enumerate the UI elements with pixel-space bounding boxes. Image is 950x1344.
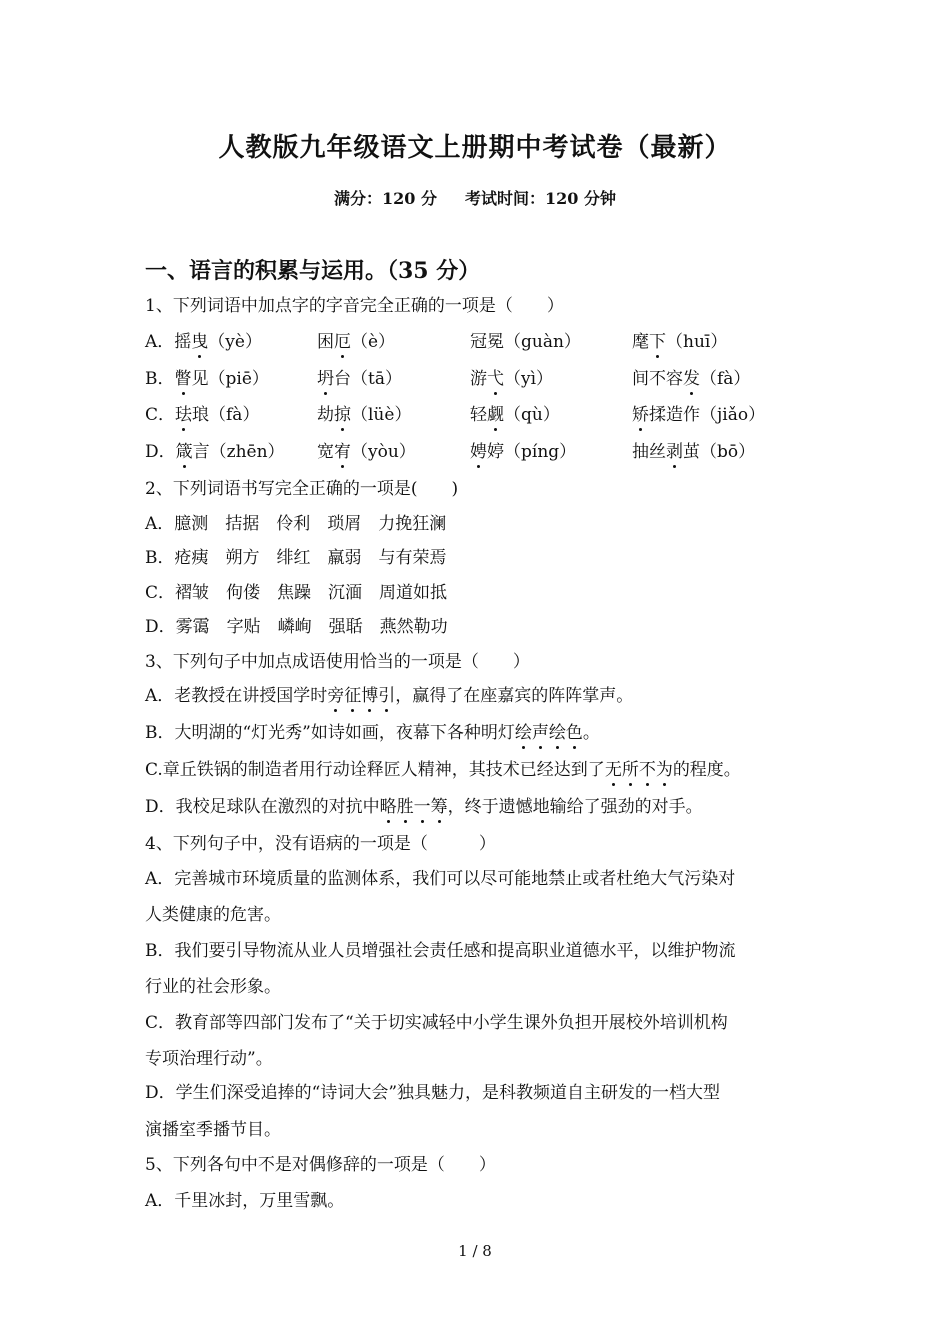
question-1-choice-word: C．珐琅（fà） xyxy=(145,405,260,425)
question-1-choice-word: 劫掠（lüè） xyxy=(317,405,412,425)
question-4-line: 行业的社会形象。 xyxy=(145,977,281,997)
question-4-line: C．教育部等四部门发布了“关于切实减轻中小学生课外负担开展校外培训机构 xyxy=(145,1013,728,1033)
question-4-line: B．我们要引导物流从业人员增强社会责任感和提高职业道德水平，以维护物流 xyxy=(145,941,736,961)
question-1-choice-word: 娉婷（píng） xyxy=(470,442,577,462)
question-3-option-a: A．老教授在讲授国学时旁征博引，赢得了在座嘉宾的阵阵掌声。 xyxy=(145,686,634,706)
question-1-choice-word: A．摇曳（yè） xyxy=(145,332,262,352)
question-1-choice-word: 轻觑（qù） xyxy=(470,405,560,425)
question-1-choice-word: 冠冕（guàn） xyxy=(470,332,581,352)
question-1-choice-word: 抽丝剥茧（bō） xyxy=(632,442,756,462)
question-4-line: 演播室季播节目。 xyxy=(145,1120,281,1140)
question-1-choice-word: D．箴言（zhēn） xyxy=(145,442,285,462)
exam-time: 考试时间：120 分钟 xyxy=(465,189,616,208)
page-number: 1 / 8 xyxy=(458,1242,492,1260)
page-title: 人教版九年级语文上册期中考试卷（最新） xyxy=(218,133,732,163)
dotted-idiom: 绘声绘色 xyxy=(514,723,583,743)
exam-info xyxy=(0,186,950,209)
question-5-stem: 5、下列各句中不是对偶修辞的一项是（ ） xyxy=(145,1155,496,1175)
dotted-idiom: 略胜一筹 xyxy=(379,797,448,817)
question-3-option-b: B．大明湖的“灯光秀”如诗如画，夜幕下各种明灯绘声绘色。 xyxy=(145,723,600,743)
question-1-choice-word: 坍台（tā） xyxy=(317,369,402,389)
question-3-option-c: C.章丘铁锅的制造者用行动诠释匠人精神，其技术已经达到了无所不为的程度。 xyxy=(145,760,741,780)
question-4-line: 人类健康的危害。 xyxy=(145,905,281,925)
dotted-idiom: 无所不为 xyxy=(604,760,673,780)
question-3-stem: 3、下列句子中加点成语使用恰当的一项是（ ） xyxy=(145,652,530,672)
question-4-line: D．学生们深受追捧的“诗词大会”独具魅力，是科教频道自主研发的一档大型 xyxy=(145,1083,721,1103)
question-4-line: A．完善城市环境质量的监测体系，我们可以尽可能地禁止或者杜绝大气污染对 xyxy=(145,869,736,889)
dotted-idiom: 旁征博引 xyxy=(327,686,396,706)
question-2-option-b: B．疮痍 朔方 绯红 羸弱 与有荣焉 xyxy=(145,548,447,568)
question-1-choice-word: B．瞥见（piē） xyxy=(145,369,269,389)
question-4-line: 专项治理行动”。 xyxy=(145,1049,273,1069)
question-1-choice-word: 矫揉造作（jiǎo） xyxy=(632,405,766,425)
question-2-option-d: D．雾霭 字贴 嶙峋 强聒 燕然勒功 xyxy=(145,617,448,637)
question-2-stem: 2、下列词语书写完全正确的一项是( ) xyxy=(145,479,459,499)
question-1-choice-word: 间不容发（fà） xyxy=(632,369,751,389)
section-heading: 一、语言的积累与运用。（35 分） xyxy=(145,258,481,284)
question-5-option-a: A．千里冰封，万里雪飘。 xyxy=(145,1191,345,1211)
question-1-choice-word: 游弋（yì） xyxy=(470,369,554,389)
question-3-option-d: D．我校足球队在激烈的对抗中略胜一筹，终于遗憾地输给了强劲的对手。 xyxy=(145,797,703,817)
question-1-choice-word: 麾下（huī） xyxy=(632,332,728,352)
question-1-choice-word: 困厄（è） xyxy=(317,332,396,352)
question-2-option-c: C．褶皱 佝偻 焦躁 沉湎 周道如抵 xyxy=(145,583,448,603)
question-1-choice-word: 宽宥（yòu） xyxy=(317,442,416,462)
question-1-stem: 1、下列词语中加点字的字音完全正确的一项是（ ） xyxy=(145,296,564,316)
question-4-stem: 4、下列句子中，没有语病的一项是（ ） xyxy=(145,834,496,854)
question-2-option-a: A．臆测 拮据 伶利 琐屑 力挽狂澜 xyxy=(145,514,447,534)
full-score: 满分：120 分 xyxy=(334,189,437,208)
